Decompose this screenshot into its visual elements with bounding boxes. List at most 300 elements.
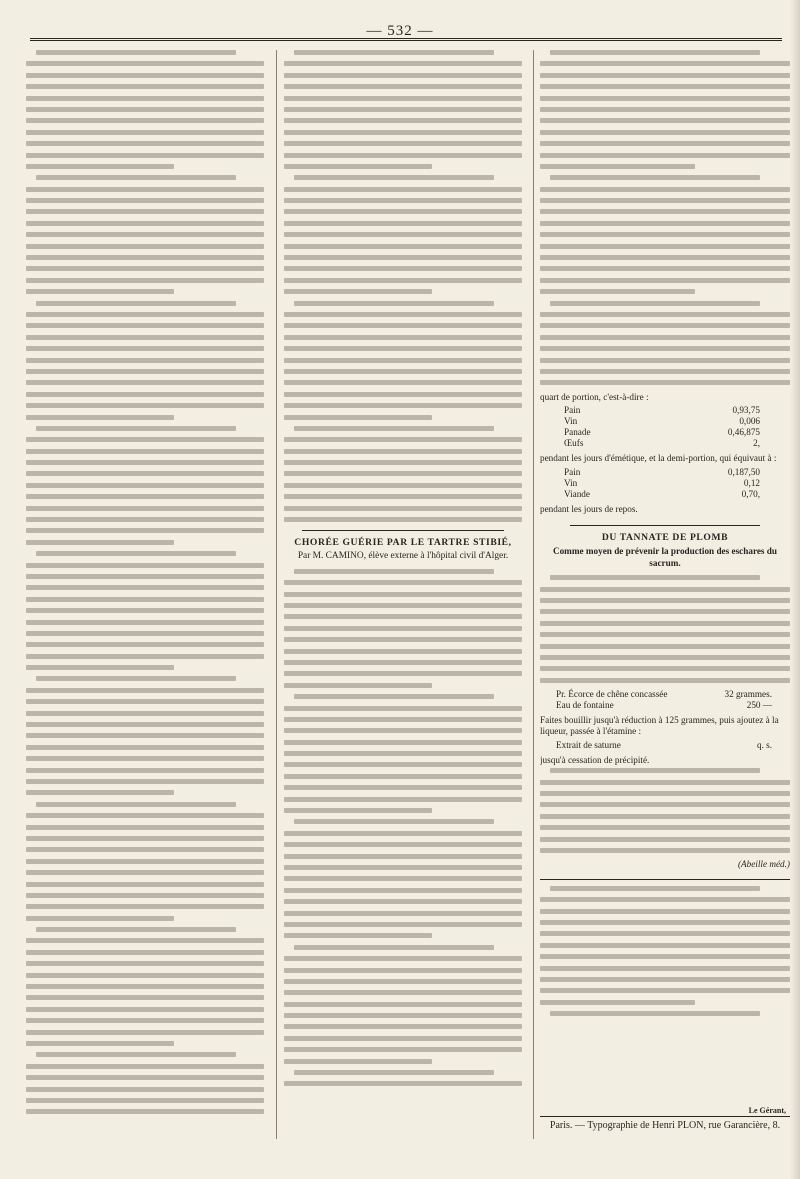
text-line [26,608,264,613]
row-item: Vin [564,477,578,488]
text-line [540,141,790,146]
text-line [26,335,264,340]
footer-rule [540,1116,790,1117]
text-line [540,198,790,203]
text-line [284,671,522,676]
body-text-block [540,768,790,853]
row-item: Vin [564,416,578,427]
text-line [540,954,790,959]
text-line [540,632,790,637]
text-line [540,312,790,317]
text-line [284,73,522,78]
text-line [26,130,264,135]
text-line [540,644,790,649]
text-line [540,153,790,158]
row-value: 32 grammes. [724,689,772,700]
text-line [26,916,174,921]
text-line [540,909,790,914]
text-line [26,1109,264,1114]
ornament-rule [302,530,504,531]
text-line [26,369,264,374]
text-line [540,278,790,283]
text-line [26,961,264,966]
text-line [540,791,790,796]
text-line [284,1047,522,1052]
text-line [540,369,790,374]
text-line [284,740,522,745]
text-line [284,751,522,756]
text-line [284,911,522,916]
text-line [540,1000,695,1005]
text-line [540,107,790,112]
text-line [284,762,522,767]
text-line [26,1075,264,1080]
text-line [284,706,522,711]
recipe-row [554,740,774,751]
text-line [26,437,264,442]
page-fold-shadow [790,0,800,1179]
text-line [284,198,522,203]
text-line [284,118,522,123]
row-value: 0,006 [739,416,760,427]
text-line [26,631,264,636]
text-line [26,984,264,989]
text-line [284,141,522,146]
row-value: 0,187,50 [727,466,760,477]
text-line [26,61,264,66]
body-text-block [284,569,522,1087]
text-line [540,84,790,89]
text-line [284,1024,522,1029]
text-line [284,266,522,271]
text-line [26,859,264,864]
text-line [26,1087,264,1092]
body-text-block [284,50,522,522]
row-value: 250 — [746,700,772,711]
text-line [26,323,264,328]
text-line [26,187,264,192]
text-line [540,61,790,66]
text-line [540,931,790,936]
header-rule [30,38,782,41]
text-line [540,130,790,135]
diet-row [562,416,762,427]
text-line [36,927,236,932]
row-value: 0,46,875 [727,427,760,438]
row-item: Panade [564,427,591,438]
text-line [540,977,790,982]
text-line [26,688,264,693]
text-line [284,797,522,802]
text-line [26,1018,264,1023]
text-line [540,848,790,853]
camino-title: CHORÉE GUÉRIE PAR LE TARTRE STIBIÉ, [294,537,512,549]
text-line [284,164,432,169]
text-line [26,506,264,511]
text-line [540,73,790,78]
text-line [26,392,264,397]
text-line [284,785,522,790]
text-line [36,50,236,55]
text-line [284,278,522,283]
text-line [26,813,264,818]
text-line [284,346,522,351]
text-line [540,780,790,785]
tannate-title: DU TANNATE DE PLOMB [601,531,729,543]
text-line [284,130,522,135]
text-line [284,483,522,488]
body-text-block [540,575,790,683]
text-line [284,369,522,374]
text-line [284,614,522,619]
text-line [540,678,790,683]
text-line [26,882,264,887]
text-line [284,494,522,499]
text-line [26,654,264,659]
column-3 [540,50,790,1139]
text-line [284,865,522,870]
text-line [26,722,264,727]
text-line [26,665,174,670]
diet-half-intro: pendant les jours d'émétique, et la demi-portion, qui équivaut à : [540,453,777,464]
text-line [540,966,790,971]
text-line [540,802,790,807]
text-line [284,637,522,642]
text-line [26,893,264,898]
text-line [26,346,264,351]
diet-table-full [562,405,762,449]
body-text-block [540,886,790,1016]
text-line [284,717,522,722]
text-line [294,50,494,55]
text-line [26,1030,264,1035]
row-value: 0,93,75 [732,405,760,416]
text-line [26,973,264,978]
text-line [26,779,264,784]
text-line [284,471,522,476]
row-item: Pain [564,405,581,416]
text-line [550,301,760,306]
text-line [26,756,264,761]
text-line [36,301,236,306]
text-line [550,50,760,55]
column-divider [533,50,534,1139]
text-line [284,922,522,927]
text-line [26,164,174,169]
text-line [284,660,522,665]
text-line [284,933,432,938]
text-line [284,323,522,328]
text-line [26,153,264,158]
text-line [284,626,522,631]
text-line [26,494,264,499]
text-line [540,221,790,226]
text-line [284,380,522,385]
text-line [550,768,760,773]
text-line [26,711,264,716]
recipe-mid: Faites bouillir jusqu'à réduction à 125 grammes, puis ajoutez à la liqueur, passée à l'étamine : [540,715,779,737]
text-line [26,825,264,830]
row-item: Extrait de saturne [556,739,621,750]
text-line [284,153,522,158]
camino-byline: Par M. CAMINO, élève externe à l'hôpital civil d'Alger. [297,551,509,562]
text-line [26,84,264,89]
text-line [26,118,264,123]
text-line [540,666,790,671]
text-line [540,335,790,340]
text-line [26,289,174,294]
text-line [26,950,264,955]
text-line [284,289,432,294]
text-line [26,836,264,841]
text-line [284,592,522,597]
text-line [26,995,264,1000]
text-line [284,96,522,101]
diet-row [562,489,762,500]
text-line [284,460,522,465]
text-line [540,118,790,123]
recipe-after: jusqu'à cessation de précipité. [540,754,650,765]
text-line [284,335,522,340]
section-ornament [284,530,522,531]
ornament-rule [540,879,790,880]
text-line [540,621,790,626]
text-line [26,232,264,237]
text-line [284,603,522,608]
text-line [26,209,264,214]
text-line [26,1007,264,1012]
text-line [284,831,522,836]
text-line [26,642,264,647]
text-line [26,1041,174,1046]
text-line [284,61,522,66]
text-line [294,175,494,180]
text-line [540,943,790,948]
text-line [294,1070,494,1075]
diet-half-outro: pendant les jours de repos. [540,503,638,514]
diet-row [562,467,762,478]
recipe-table-2 [554,740,774,751]
text-line [26,312,264,317]
text-line [284,979,522,984]
diet-row [562,438,762,449]
text-line [26,517,264,522]
row-item: Pain [564,466,581,477]
text-line [26,938,264,943]
text-line [284,854,522,859]
text-line [540,244,790,249]
column-divider [276,50,277,1139]
text-line [284,403,522,408]
text-line [540,655,790,660]
text-line [26,563,264,568]
body-text-block [540,50,790,385]
text-line [284,774,522,779]
text-line [26,790,174,795]
text-line [540,897,790,902]
body-text-block [26,50,264,1114]
text-line [26,904,264,909]
text-line [284,392,522,397]
text-line [36,551,236,556]
gerant-label: Le Gérant, [748,1106,786,1115]
text-line [284,649,522,654]
text-line [540,598,790,603]
text-line [540,609,790,614]
text-line [26,745,264,750]
text-line [540,837,790,842]
diet-intro: quart de portion, c'est-à-dire : [540,391,649,402]
text-line [26,870,264,875]
text-line [26,358,264,363]
text-line [26,380,264,385]
text-line [26,540,174,545]
text-line [284,221,522,226]
text-line [284,84,522,89]
text-line [26,471,264,476]
text-line [540,346,790,351]
text-line [284,968,522,973]
text-line [540,209,790,214]
text-line [284,956,522,961]
text-line [284,888,522,893]
diet-row [562,478,762,489]
text-line [294,694,494,699]
text-line [26,96,264,101]
text-line [26,278,264,283]
text-line [294,819,494,824]
text-line [284,415,432,420]
text-line [284,244,522,249]
ornament-rule [570,525,760,526]
tannate-subtitle: Comme moyen de prévenir la production des eschares du sacrum. [552,546,778,568]
text-line [540,814,790,819]
text-line [540,232,790,237]
diet-table-half [562,467,762,500]
text-line [284,842,522,847]
text-line [26,244,264,249]
row-value: q. s. [756,739,772,750]
recipe-row [554,700,774,711]
text-line [284,358,522,363]
row-value: 2, [753,438,760,449]
text-line [284,876,522,881]
row-item: Œufs [564,438,584,449]
text-line [26,597,264,602]
row-value: 0,70, [741,488,760,499]
text-line [284,728,522,733]
text-line [540,380,790,385]
text-line [26,403,264,408]
text-line [550,175,760,180]
text-line [26,699,264,704]
text-line [540,825,790,830]
text-line [294,569,494,574]
text-line [284,1059,432,1064]
text-line [284,990,522,995]
text-line [26,198,264,203]
column-2 [284,50,522,1139]
text-line [284,1036,522,1041]
text-line [284,808,432,813]
diet-row [562,405,762,416]
row-item: Eau de fontaine [556,700,614,711]
text-line [284,255,522,260]
text-line [26,107,264,112]
row-item: Viande [564,488,590,499]
text-line [284,437,522,442]
text-line [26,528,264,533]
text-line [284,107,522,112]
text-line [294,426,494,431]
column-1 [26,50,264,1139]
text-line [26,768,264,773]
text-line [284,517,522,522]
text-line [26,73,264,78]
row-item: Pr. Écorce de chêne concassée [556,689,668,700]
text-line [26,415,174,420]
text-line [36,676,236,681]
text-line [26,585,264,590]
text-line [26,141,264,146]
text-line [284,187,522,192]
text-line [36,175,236,180]
text-line [26,460,264,465]
text-line [26,1098,264,1103]
text-line [284,312,522,317]
text-line [26,574,264,579]
recipe-row [554,689,774,700]
text-line [284,1013,522,1018]
imprint: Paris. — Typographie de Henri PLON, rue Garancière, 8. [549,1120,781,1131]
text-line [26,266,264,271]
text-line [26,620,264,625]
text-line [284,506,522,511]
text-line [26,733,264,738]
text-line [36,1052,236,1057]
text-line [294,945,494,950]
text-line [26,847,264,852]
text-line [540,358,790,363]
text-line [26,449,264,454]
text-line [540,289,695,294]
text-line [550,1011,760,1016]
text-line [284,899,522,904]
text-line [540,988,790,993]
page-number: — 532 — [366,23,434,39]
text-line [550,886,760,891]
recipe-table-1 [554,689,774,711]
text-line [26,1064,264,1069]
text-line [26,255,264,260]
recipe-source: (Abeille méd.) [737,859,790,870]
text-line [36,426,236,431]
text-line [284,683,432,688]
text-line [550,575,760,580]
text-line [26,221,264,226]
text-line [540,96,790,101]
text-line [284,232,522,237]
text-line [36,802,236,807]
text-line [540,255,790,260]
text-line [284,580,522,585]
text-line [284,1081,522,1086]
text-line [540,187,790,192]
text-line [540,266,790,271]
text-line [26,483,264,488]
text-line [294,301,494,306]
text-line [284,1002,522,1007]
